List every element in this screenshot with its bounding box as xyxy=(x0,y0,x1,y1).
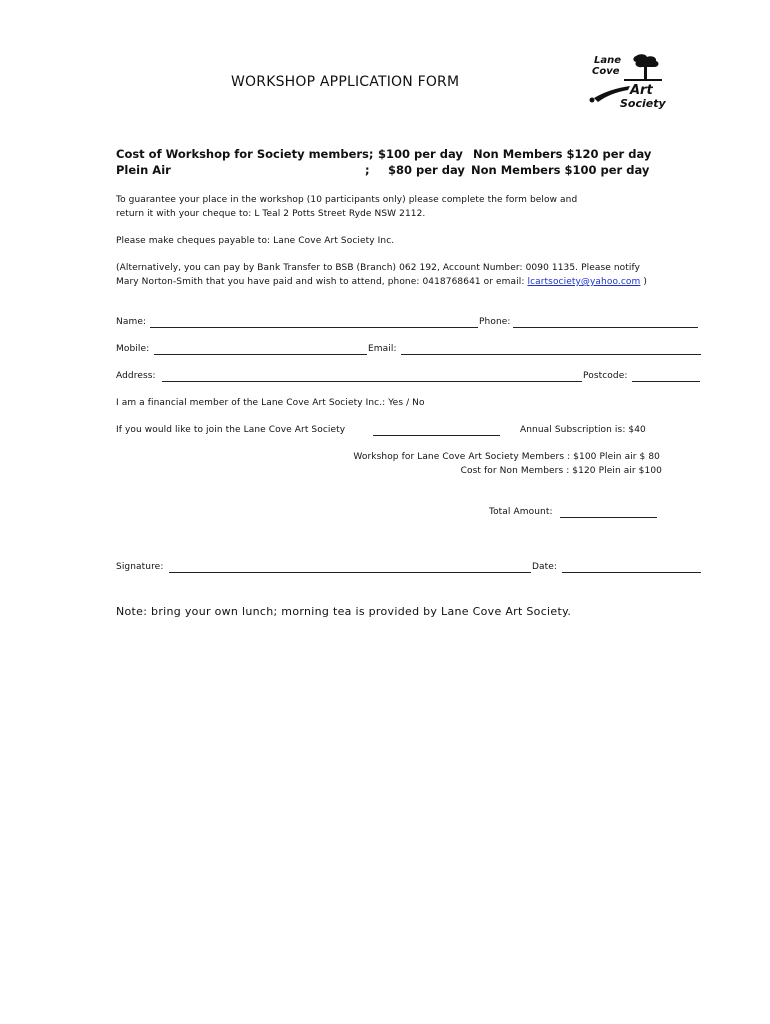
page-title: WORKSHOP APPLICATION FORM xyxy=(231,74,460,90)
email-link[interactable]: lcartsociety@yahoo.com xyxy=(527,277,641,287)
cost-row-label-1: Cost of Workshop for Society members; xyxy=(116,147,374,161)
name-label: Name: xyxy=(116,317,147,327)
lunch-note: Note: bring your own lunch; morning tea is provided by Lane Cove Art Society. xyxy=(116,605,572,618)
mobile-field[interactable] xyxy=(154,344,367,355)
annual-subscription-text: Annual Subscription is: $40 xyxy=(520,425,646,435)
logo-word-lane: Lane xyxy=(594,55,622,66)
alternative-payment-line-1: (Alternatively, you can pay by Bank Transfer to BSB (Branch) 062 192, Account Number: 0090 1135. Please notify xyxy=(116,263,641,273)
name-field[interactable] xyxy=(150,317,478,328)
logo-word-society: Society xyxy=(620,97,666,110)
alternative-payment-line-2 xyxy=(116,277,647,287)
cost-row-member-price-2: $80 per day xyxy=(388,163,465,177)
alternative-payment-text: Mary Norton-Smith that you have paid and wish to attend, phone: 0418768641 or email: xyxy=(116,277,525,287)
postcode-label: Postcode: xyxy=(583,371,628,381)
total-amount-field[interactable] xyxy=(560,507,657,518)
date-field[interactable] xyxy=(562,562,701,573)
address-label: Address: xyxy=(116,371,156,381)
total-amount-label: Total Amount: xyxy=(489,507,553,517)
signature-field[interactable] xyxy=(169,562,531,573)
cost-row-nonmember-price-2: Non Members $100 per day xyxy=(471,163,650,177)
cost-row-label-2: Plein Air xyxy=(116,163,171,177)
join-society-label: If you would like to join the Lane Cove Art Society xyxy=(116,425,346,435)
cost-row-member-price-1: $100 per day xyxy=(378,147,463,161)
postcode-field[interactable] xyxy=(632,371,700,382)
address-field[interactable] xyxy=(162,371,582,382)
instructions-line-2: return it with your cheque to: L Teal 2 Potts Street Ryde NSW 2112. xyxy=(116,209,426,219)
cost-row-separator-2: ; xyxy=(365,163,370,177)
non-members-price: Cost for Non Members : $120 Plein air $100 xyxy=(460,466,662,476)
logo-word-cove: Cove xyxy=(592,66,620,77)
closing-paren: ) xyxy=(643,277,647,287)
email-label: Email: xyxy=(368,344,397,354)
instructions-line-1: To guarantee your place in the workshop (10 participants only) please complete the form below and xyxy=(116,195,578,205)
workshop-members-price: Workshop for Lane Cove Art Society Members : $100 Plein air $ 80 xyxy=(353,452,660,462)
cost-row-nonmember-price-1: Non Members $120 per day xyxy=(473,147,652,161)
phone-field[interactable] xyxy=(513,317,698,328)
signature-label: Signature: xyxy=(116,562,164,572)
phone-label: Phone: xyxy=(479,317,511,327)
society-logo xyxy=(584,52,670,112)
date-label: Date: xyxy=(532,562,558,572)
email-field[interactable] xyxy=(401,344,701,355)
membership-question: I am a financial member of the Lane Cove Art Society Inc.: Yes / No xyxy=(116,398,425,408)
mobile-label: Mobile: xyxy=(116,344,150,354)
cheques-payable-text: Please make cheques payable to: Lane Cove Art Society Inc. xyxy=(116,236,395,246)
join-society-field[interactable] xyxy=(373,425,500,436)
logo-word-art: Art xyxy=(630,83,653,98)
